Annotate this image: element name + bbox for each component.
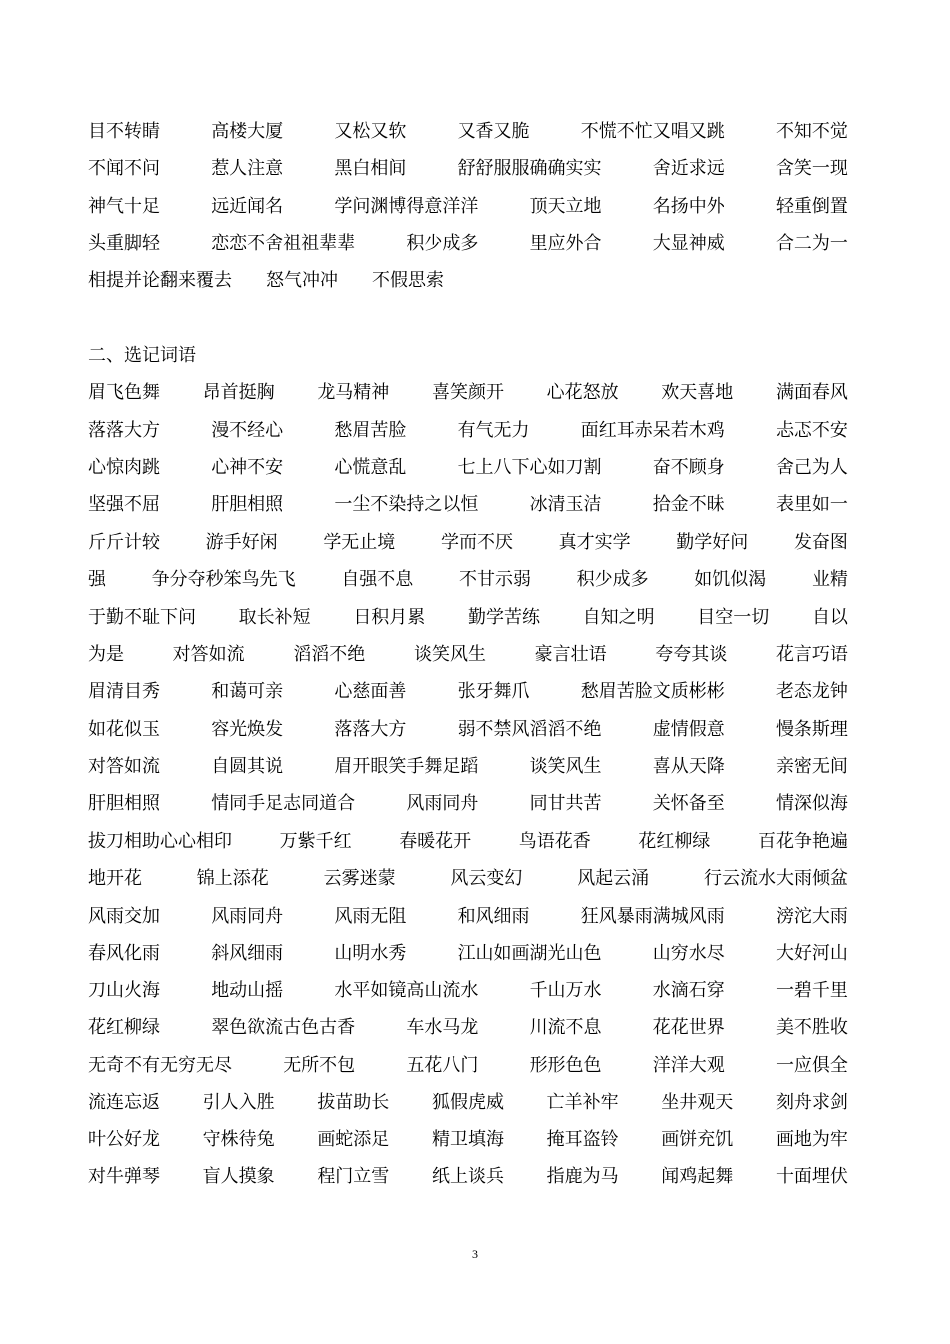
phrase: 和风细雨 bbox=[457, 906, 530, 927]
phrase: 怒气冲冲 bbox=[266, 270, 338, 291]
phrase: 斜风细雨 bbox=[211, 943, 284, 964]
phrase: 万紫千红 bbox=[279, 831, 352, 852]
phrase: 山穷水尽 bbox=[652, 943, 725, 964]
phrase: 山明水秀 bbox=[334, 943, 407, 964]
phrase: 积少成多 bbox=[406, 233, 479, 254]
phrase: 又松又软 bbox=[334, 121, 407, 142]
word-line bbox=[88, 639, 848, 671]
word-line bbox=[88, 938, 848, 970]
phrase: 慢条斯理 bbox=[775, 719, 848, 740]
word-line bbox=[88, 377, 848, 409]
phrase: 自以 bbox=[811, 607, 848, 628]
phrase: 风起云涌 bbox=[577, 868, 650, 889]
phrase: 顶天立地 bbox=[529, 196, 602, 217]
phrase: 奋不顾身 bbox=[652, 457, 725, 478]
phrase: 情同手足志同道合 bbox=[211, 793, 356, 814]
phrase: 和蔼可亲 bbox=[211, 681, 284, 702]
phrase: 江山如画湖光山色 bbox=[457, 943, 602, 964]
word-line bbox=[88, 1161, 848, 1193]
word-line bbox=[88, 1012, 848, 1044]
word-line bbox=[88, 751, 848, 783]
phrase: 愁眉苦脸 bbox=[334, 420, 407, 441]
phrase: 一碧千里 bbox=[775, 980, 848, 1001]
phrase: 含笑一现 bbox=[775, 158, 848, 179]
phrase: 画蛇添足 bbox=[317, 1129, 390, 1150]
phrase: 鸟语花香 bbox=[518, 831, 591, 852]
phrase: 喜笑颜开 bbox=[431, 382, 504, 403]
phrase: 肝胆相照 bbox=[88, 793, 160, 814]
phrase: 老态龙钟 bbox=[775, 681, 848, 702]
phrase: 学问渊博得意洋洋 bbox=[334, 196, 479, 217]
phrase: 不知不觉 bbox=[775, 121, 848, 142]
phrase: 相提并论翻来覆去 bbox=[88, 270, 232, 291]
word-line bbox=[88, 564, 848, 596]
phrase: 坐井观天 bbox=[661, 1092, 734, 1113]
phrase: 弱不禁风滔滔不绝 bbox=[457, 719, 602, 740]
phrase: 水平如镜高山流水 bbox=[334, 980, 479, 1001]
phrase: 一尘不染持之以恒 bbox=[334, 494, 479, 515]
phrase: 眉开眼笑手舞足蹈 bbox=[334, 756, 479, 777]
phrase: 舍己为人 bbox=[775, 457, 848, 478]
word-line bbox=[88, 489, 848, 521]
phrase: 取长补短 bbox=[238, 607, 311, 628]
phrase: 风雨同舟 bbox=[211, 906, 284, 927]
phrase: 对答如流 bbox=[172, 644, 245, 665]
phrase: 春风化雨 bbox=[88, 943, 160, 964]
phrase: 游手好闲 bbox=[205, 532, 278, 553]
phrase: 心花怒放 bbox=[546, 382, 619, 403]
phrase: 七上八下心如刀割 bbox=[457, 457, 602, 478]
phrase: 流连忘返 bbox=[88, 1092, 160, 1113]
phrase: 精卫填海 bbox=[431, 1129, 504, 1150]
phrase: 十面埋伏 bbox=[775, 1166, 848, 1187]
phrase: 地开花 bbox=[88, 868, 142, 889]
phrase: 豪言壮语 bbox=[534, 644, 607, 665]
phrase: 叶公好龙 bbox=[88, 1129, 160, 1150]
word-line bbox=[88, 901, 848, 933]
word-line bbox=[88, 116, 848, 148]
phrase: 勤学好问 bbox=[676, 532, 749, 553]
word-line bbox=[88, 153, 848, 185]
phrase: 自强不息 bbox=[341, 569, 414, 590]
phrase: 为是 bbox=[88, 644, 124, 665]
phrase: 滂沱大雨 bbox=[775, 906, 848, 927]
phrase: 发奋图 bbox=[793, 532, 848, 553]
page-number: 3 bbox=[472, 1247, 478, 1261]
phrase: 愁眉苦脸文质彬彬 bbox=[580, 681, 725, 702]
word-line bbox=[88, 191, 848, 223]
word-line bbox=[88, 863, 848, 895]
phrase: 落落大方 bbox=[88, 420, 160, 441]
phrase: 掩耳盗铃 bbox=[546, 1129, 619, 1150]
phrase: 指鹿为马 bbox=[546, 1166, 619, 1187]
phrase: 眉清目秀 bbox=[88, 681, 160, 702]
phrase: 斤斤计较 bbox=[88, 532, 160, 553]
phrase: 高楼大厦 bbox=[211, 121, 284, 142]
word-line bbox=[88, 415, 848, 447]
phrase: 风雨交加 bbox=[88, 906, 160, 927]
phrase: 满面春风 bbox=[775, 382, 848, 403]
phrase: 纸上谈兵 bbox=[431, 1166, 504, 1187]
phrase: 亲密无间 bbox=[775, 756, 848, 777]
phrase: 翠色欲流古色古香 bbox=[211, 1017, 356, 1038]
phrase: 学而不厌 bbox=[440, 532, 513, 553]
phrase: 目空一切 bbox=[697, 607, 770, 628]
phrase: 于勤不耻下问 bbox=[88, 607, 196, 628]
phrase: 日积月累 bbox=[353, 607, 426, 628]
phrase: 谈笑风生 bbox=[413, 644, 486, 665]
phrase: 不假思索 bbox=[372, 270, 444, 291]
phrase: 自圆其说 bbox=[211, 756, 284, 777]
phrase: 勤学苦练 bbox=[467, 607, 540, 628]
phrase: 狐假虎威 bbox=[431, 1092, 504, 1113]
phrase: 拾金不昧 bbox=[652, 494, 725, 515]
phrase: 黑白相间 bbox=[334, 158, 407, 179]
phrase: 如花似玉 bbox=[88, 719, 160, 740]
phrase: 亡羊补牢 bbox=[546, 1092, 619, 1113]
word-line bbox=[88, 1087, 848, 1119]
phrase: 眉飞色舞 bbox=[88, 382, 160, 403]
phrase: 锦上添花 bbox=[196, 868, 269, 889]
phrase: 如饥似渴 bbox=[694, 569, 767, 590]
phrase: 风云变幻 bbox=[450, 868, 523, 889]
phrase: 头重脚轻 bbox=[88, 233, 160, 254]
phrase: 不甘示弱 bbox=[458, 569, 531, 590]
phrase: 狂风暴雨满城风雨 bbox=[580, 906, 725, 927]
phrase: 不闻不问 bbox=[88, 158, 160, 179]
phrase: 表里如一 bbox=[775, 494, 848, 515]
phrase: 无奇不有无穷无尽 bbox=[88, 1055, 232, 1076]
word-line bbox=[88, 1124, 848, 1156]
phrase: 漫不经心 bbox=[211, 420, 284, 441]
section-heading: 二、选记词语 bbox=[88, 345, 196, 366]
phrase: 拔刀相助心心相印 bbox=[88, 831, 232, 852]
phrase: 目不转睛 bbox=[88, 121, 160, 142]
phrase: 大显神威 bbox=[652, 233, 725, 254]
phrase: 肝胆相照 bbox=[211, 494, 284, 515]
phrase: 心慈面善 bbox=[334, 681, 407, 702]
phrase: 画地为牢 bbox=[775, 1129, 848, 1150]
phrase: 神气十足 bbox=[88, 196, 160, 217]
phrase: 花红柳绿 bbox=[638, 831, 711, 852]
phrase: 心惊肉跳 bbox=[88, 457, 160, 478]
phrase: 五花八门 bbox=[406, 1055, 479, 1076]
word-line bbox=[88, 1050, 848, 1082]
phrase: 容光焕发 bbox=[211, 719, 284, 740]
phrase: 欢天喜地 bbox=[661, 382, 734, 403]
phrase: 恋恋不舍祖祖辈辈 bbox=[211, 233, 356, 254]
phrase: 行云流水大雨倾盆 bbox=[703, 868, 848, 889]
word-line bbox=[88, 714, 848, 746]
phrase: 舒舒服服确确实实 bbox=[457, 158, 602, 179]
phrase: 风雨同舟 bbox=[406, 793, 479, 814]
phrase: 争分夺秒笨鸟先飞 bbox=[151, 569, 296, 590]
phrase: 美不胜收 bbox=[775, 1017, 848, 1038]
phrase: 盲人摸象 bbox=[202, 1166, 275, 1187]
phrase: 自知之明 bbox=[582, 607, 655, 628]
phrase: 不慌不忙又唱又跳 bbox=[580, 121, 725, 142]
phrase: 张牙舞爪 bbox=[457, 681, 530, 702]
word-line bbox=[88, 265, 848, 297]
phrase: 拔苗助长 bbox=[317, 1092, 390, 1113]
phrase: 合二为一 bbox=[775, 233, 848, 254]
phrase: 又香又脆 bbox=[457, 121, 530, 142]
phrase: 一应俱全 bbox=[775, 1055, 848, 1076]
phrase: 惹人注意 bbox=[211, 158, 284, 179]
phrase: 虚情假意 bbox=[652, 719, 725, 740]
phrase: 画饼充饥 bbox=[661, 1129, 734, 1150]
phrase: 同甘共苦 bbox=[529, 793, 602, 814]
phrase: 百花争艳遍 bbox=[757, 831, 848, 852]
phrase: 春暖花开 bbox=[399, 831, 472, 852]
phrase: 车水马龙 bbox=[406, 1017, 479, 1038]
phrase: 心慌意乱 bbox=[334, 457, 407, 478]
phrase: 强 bbox=[88, 569, 106, 590]
phrase: 忐忑不安 bbox=[775, 420, 848, 441]
phrase: 真才实学 bbox=[558, 532, 631, 553]
phrase: 里应外合 bbox=[529, 233, 602, 254]
phrase: 洋洋大观 bbox=[652, 1055, 725, 1076]
phrase: 喜从天降 bbox=[652, 756, 725, 777]
phrase: 学无止境 bbox=[323, 532, 396, 553]
word-line bbox=[88, 602, 848, 634]
word-line bbox=[88, 452, 848, 484]
phrase: 千山万水 bbox=[529, 980, 602, 1001]
phrase: 守株待兔 bbox=[202, 1129, 275, 1150]
phrase: 龙马精神 bbox=[317, 382, 390, 403]
phrase: 有气无力 bbox=[457, 420, 530, 441]
phrase: 对答如流 bbox=[88, 756, 160, 777]
phrase: 花花世界 bbox=[652, 1017, 725, 1038]
word-line bbox=[88, 228, 848, 260]
phrase: 地动山摇 bbox=[211, 980, 284, 1001]
phrase: 对牛弹琴 bbox=[88, 1166, 160, 1187]
phrase: 情深似海 bbox=[775, 793, 848, 814]
phrase: 落落大方 bbox=[334, 719, 407, 740]
phrase: 坚强不屈 bbox=[88, 494, 160, 515]
phrase: 名扬中外 bbox=[652, 196, 725, 217]
phrase: 积少成多 bbox=[576, 569, 649, 590]
phrase: 水滴石穿 bbox=[652, 980, 725, 1001]
phrase: 闻鸡起舞 bbox=[661, 1166, 734, 1187]
phrase: 形形色色 bbox=[529, 1055, 602, 1076]
phrase: 夸夸其谈 bbox=[655, 644, 728, 665]
phrase: 无所不包 bbox=[283, 1055, 356, 1076]
phrase: 川流不息 bbox=[529, 1017, 602, 1038]
phrase: 舍近求远 bbox=[652, 158, 725, 179]
phrase: 引人入胜 bbox=[202, 1092, 275, 1113]
phrase: 风雨无阻 bbox=[334, 906, 407, 927]
phrase: 冰清玉洁 bbox=[529, 494, 602, 515]
phrase: 花红柳绿 bbox=[88, 1017, 160, 1038]
phrase: 程门立雪 bbox=[317, 1166, 390, 1187]
word-line bbox=[88, 676, 848, 708]
phrase: 面红耳赤呆若木鸡 bbox=[580, 420, 725, 441]
phrase: 刻舟求剑 bbox=[775, 1092, 848, 1113]
phrase: 远近闻名 bbox=[211, 196, 284, 217]
word-line bbox=[88, 788, 848, 820]
phrase: 大好河山 bbox=[775, 943, 848, 964]
phrase: 谈笑风生 bbox=[529, 756, 602, 777]
phrase: 云雾迷蒙 bbox=[323, 868, 396, 889]
phrase: 轻重倒置 bbox=[775, 196, 848, 217]
phrase: 滔滔不绝 bbox=[293, 644, 366, 665]
phrase: 昂首挺胸 bbox=[202, 382, 275, 403]
phrase: 业精 bbox=[811, 569, 848, 590]
word-line bbox=[88, 826, 848, 858]
phrase: 心神不安 bbox=[211, 457, 284, 478]
phrase: 刀山火海 bbox=[88, 980, 160, 1001]
phrase: 关怀备至 bbox=[652, 793, 725, 814]
phrase: 花言巧语 bbox=[775, 644, 848, 665]
word-line bbox=[88, 975, 848, 1007]
word-line bbox=[88, 527, 848, 559]
